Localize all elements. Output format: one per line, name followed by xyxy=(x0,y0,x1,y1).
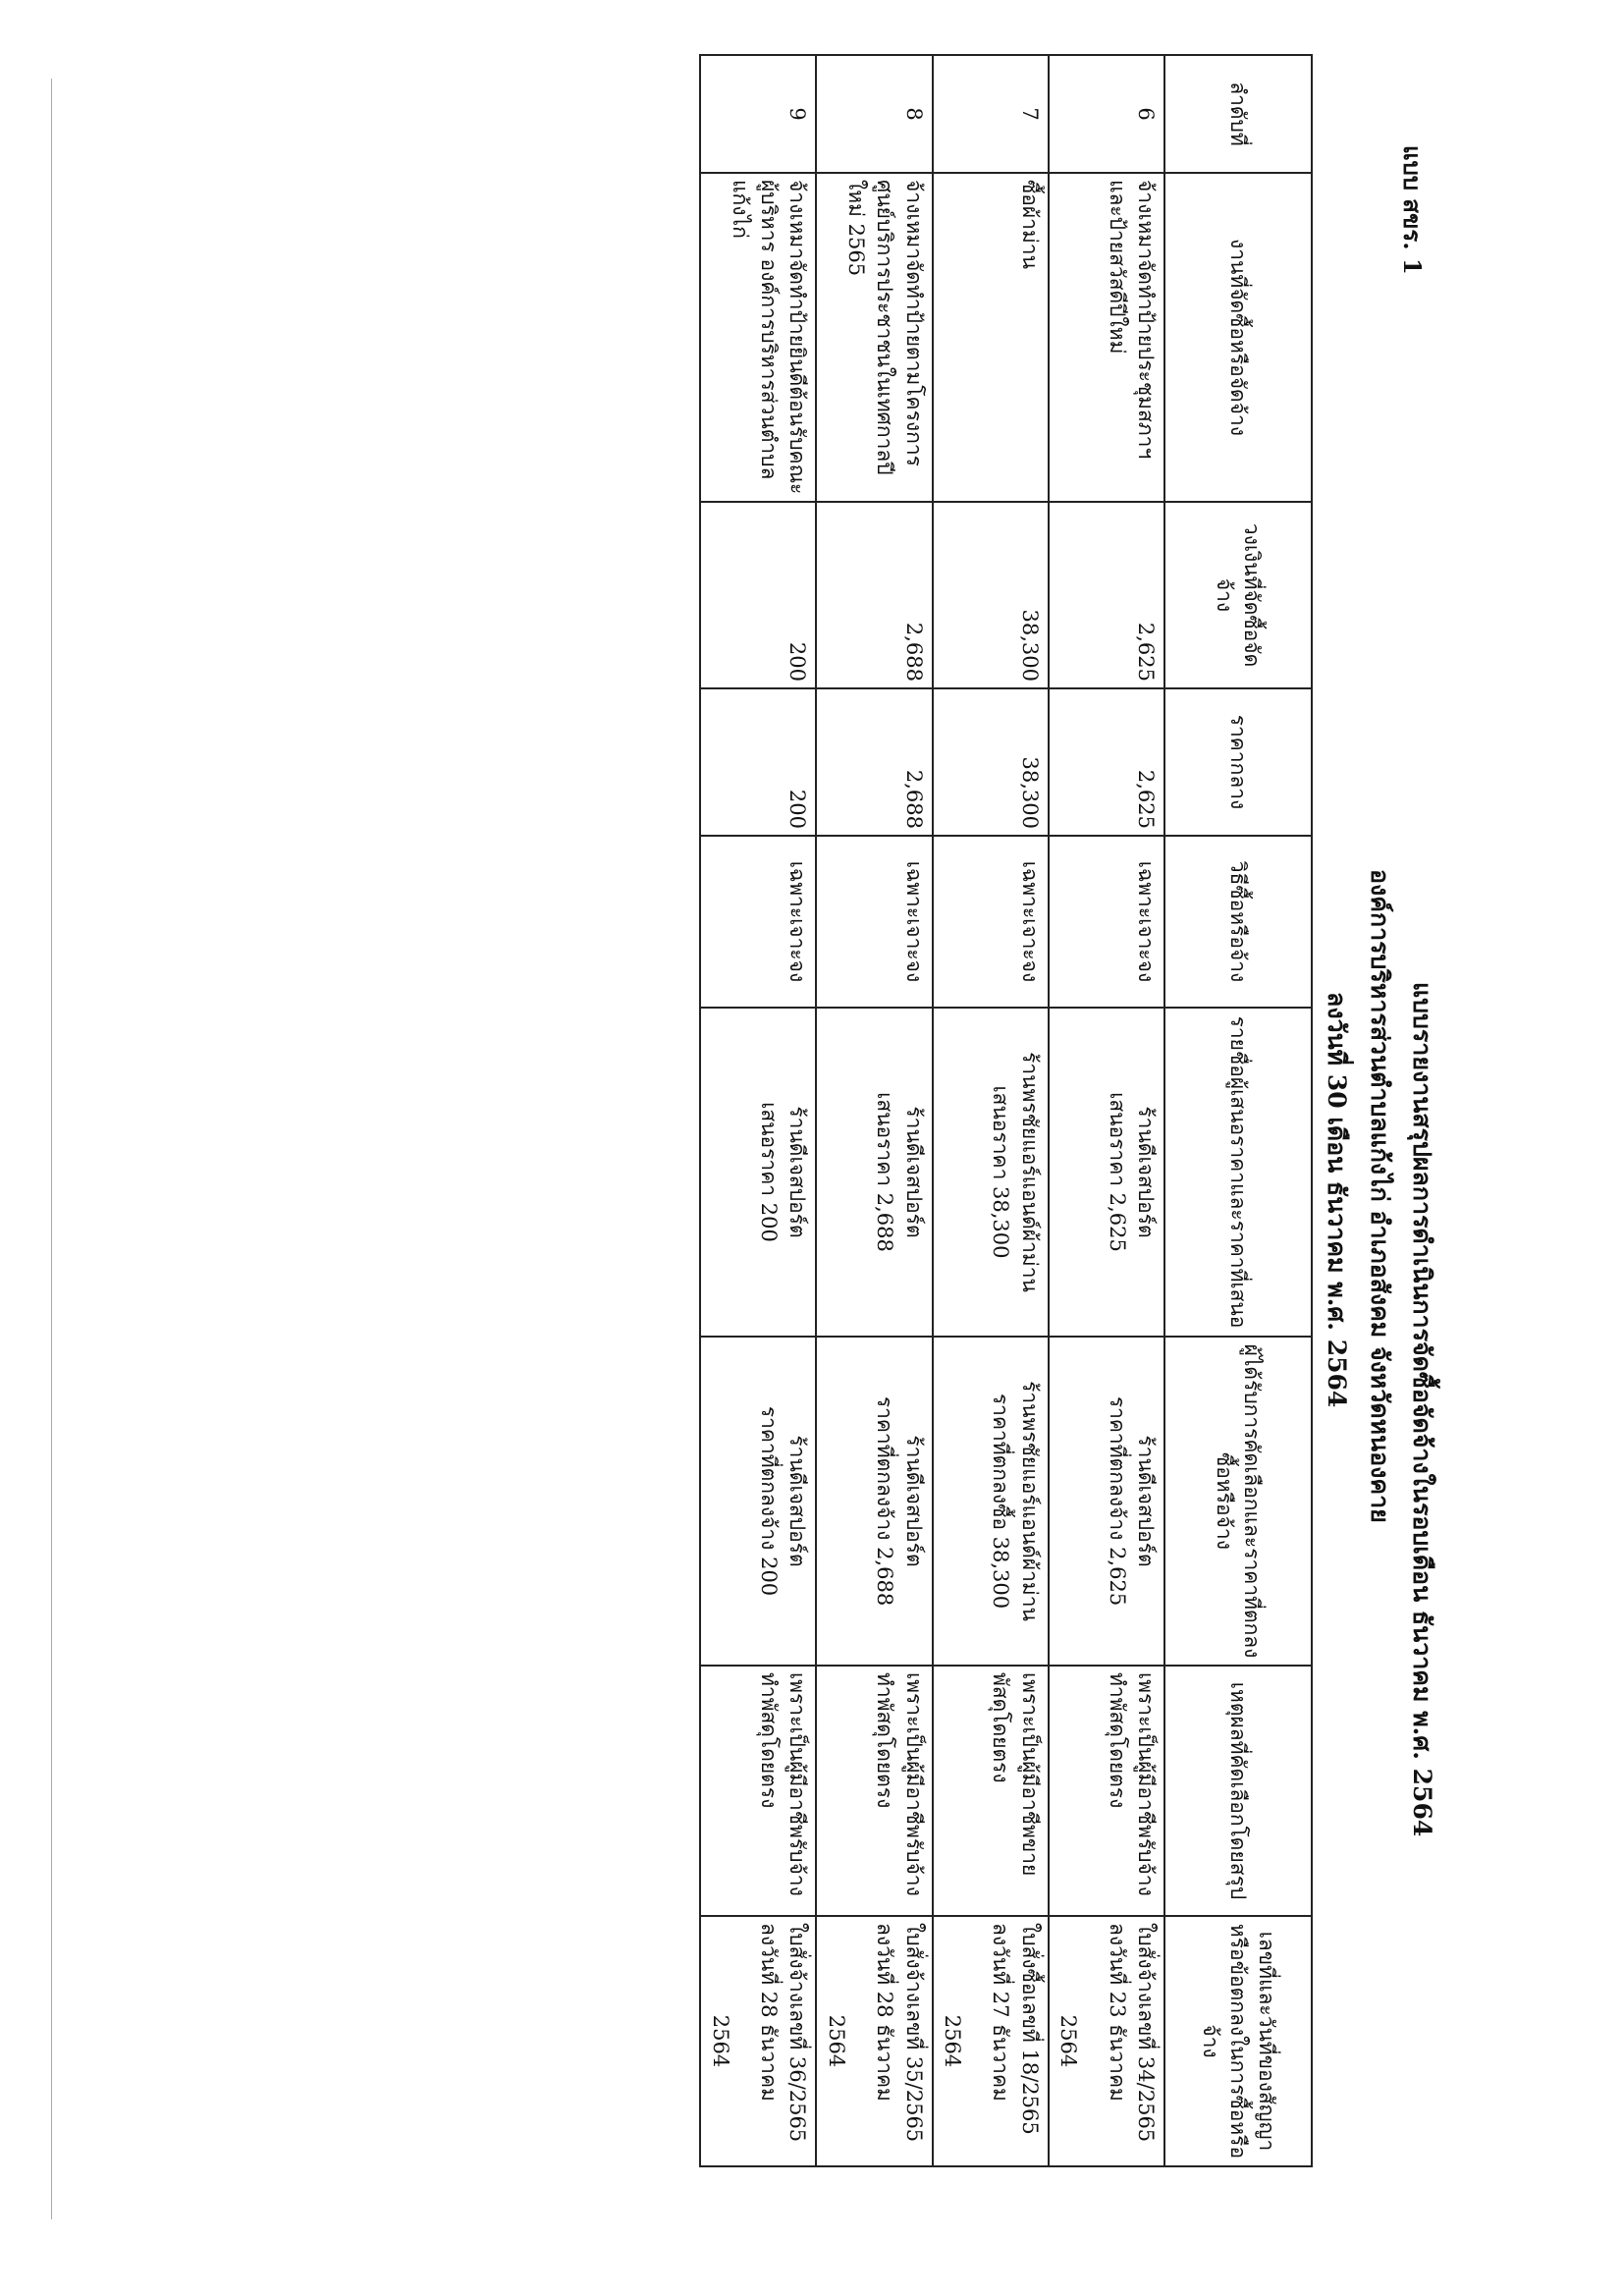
header-reason: เหตุผลที่คัดเลือกโดยสรุป xyxy=(1164,1666,1312,1916)
row-no: 9 xyxy=(700,55,816,173)
table-row xyxy=(700,55,816,2166)
winner-name: ร้านพรชัยแอร์แอนด์ผ้าม่าน xyxy=(1017,1381,1042,1621)
row-budget: 2,688 xyxy=(816,502,932,688)
row-no: 6 xyxy=(1049,55,1164,173)
row-contract xyxy=(1049,1916,1164,2166)
row-budget: 200 xyxy=(700,502,816,688)
row-winner xyxy=(700,1337,816,1666)
table-row xyxy=(933,55,1049,2166)
row-reason: เพราะเป็นผู้มีอาชีพรับจ้างทำพัสดุโดยตรง xyxy=(816,1666,932,1916)
row-median-price: 38,300 xyxy=(933,688,1049,836)
row-winner xyxy=(816,1337,932,1666)
table-row xyxy=(1049,55,1164,2166)
header-item: งานที่จัดซื้อหรือจัดจ้าง xyxy=(1164,173,1312,502)
row-winner xyxy=(933,1337,1049,1666)
contract-year: 2564 xyxy=(824,2014,848,2068)
contract-number: ใบสั่งจ้างเลขที่ 34/2565 ลงวันที่ 23 ธันวาคม xyxy=(1105,1923,1158,2143)
row-method: เฉพาะเจาะจง xyxy=(933,836,1049,1008)
row-contract xyxy=(700,1916,816,2166)
report-title: แบบรายงานสรุปผลการดำเนินการจัดซื้อจัดจ้างในรอบเดือน ธันวาคม พ.ศ. 2564 xyxy=(1408,982,1436,1837)
procurement-table xyxy=(699,54,1313,2167)
header-no: ลำดับที่ xyxy=(1164,55,1312,173)
row-winner xyxy=(1049,1337,1164,1666)
row-item: จ้างเหมาจัดทำป้ายประชุมสภาฯ และป้ายสวัสดีปีใหม่ xyxy=(1049,173,1164,502)
winner-price: ราคาที่ตกลงจ้าง 200 xyxy=(757,1405,782,1597)
table-header-row xyxy=(1164,55,1312,2166)
row-contract xyxy=(933,1916,1049,2166)
row-item: ซื้อผ้าม่าน xyxy=(933,173,1049,502)
organization-name: องค์การบริหารส่วนตำบลแก้งไก่ อำเภอสังคม จังหวัดหนองคาย xyxy=(1366,869,1394,1523)
row-item: จ้างเหมาจัดทำป้ายยินดีต้อนรับคณะผู้บริหาร องค์การบริหารส่วนตำบลแก้งไก่ xyxy=(700,173,816,502)
contract-year: 2564 xyxy=(941,2014,965,2068)
winner-name: ร้านดีเจสปอร์ต xyxy=(1134,1435,1158,1567)
bidder-name: ร้านพรชัยแอร์แอนด์ผ้าม่าน xyxy=(1017,1052,1042,1292)
row-reason: เพราะเป็นผู้มีอาชีพรับจ้างทำพัสดุโดยตรง xyxy=(700,1666,816,1916)
row-method: เฉพาะเจาะจง xyxy=(816,836,932,1008)
bidder-name: ร้านดีเจสปอร์ต xyxy=(785,1106,810,1238)
header-winner: ผู้ได้รับการคัดเลือกและราคาที่ตกลงซื้อหรือจ้าง xyxy=(1164,1337,1312,1666)
winner-price: ราคาที่ตกลงจ้าง 2,688 xyxy=(873,1395,897,1607)
contract-year: 2564 xyxy=(708,2014,732,2068)
contract-number: ใบสั่งจ้างเลขที่ 35/2565 ลงวันที่ 28 ธันวาคม xyxy=(873,1923,926,2143)
row-reason: เพราะเป็นผู้มีอาชีพรับจ้างทำพัสดุโดยตรง xyxy=(1049,1666,1164,1916)
header-method: วิธีซื้อหรือจ้าง xyxy=(1164,836,1312,1008)
row-median-price: 200 xyxy=(700,688,816,836)
winner-price: ราคาที่ตกลงจ้าง 2,625 xyxy=(1105,1395,1129,1607)
row-bidders xyxy=(1049,1008,1164,1337)
row-budget: 38,300 xyxy=(933,502,1049,688)
winner-name: ร้านดีเจสปอร์ต xyxy=(785,1435,810,1567)
row-contract xyxy=(816,1916,932,2166)
row-bidders xyxy=(933,1008,1049,1337)
row-bidders xyxy=(816,1008,932,1337)
bidder-name: ร้านดีเจสปอร์ต xyxy=(1134,1106,1158,1238)
winner-price: ราคาที่ตกลงซื้อ 38,300 xyxy=(989,1393,1013,1610)
bidder-price: เสนอราคา 38,300 xyxy=(989,1085,1013,1259)
form-code: แบบ สขร. 1 xyxy=(1398,145,1427,275)
header-median-price: ราคากลาง xyxy=(1164,688,1312,836)
row-budget: 2,625 xyxy=(1049,502,1164,688)
row-bidders xyxy=(700,1008,816,1337)
row-method: เฉพาะเจาะจง xyxy=(1049,836,1164,1008)
bidder-name: ร้านดีเจสปอร์ต xyxy=(901,1106,926,1238)
header-budget: วงเงินที่จัดซื้อจัดจ้าง xyxy=(1164,502,1312,688)
row-median-price: 2,688 xyxy=(816,688,932,836)
header-contract: เลขที่และวันที่ของสัญญาหรือข้อตกลงในการซื้อหรือจ้าง xyxy=(1164,1916,1312,2166)
table-row xyxy=(816,55,932,2166)
row-no: 7 xyxy=(933,55,1049,173)
contract-year: 2564 xyxy=(1056,2014,1081,2068)
contract-number: ใบสั่งซื้อเลขที่ 18/2565 ลงวันที่ 27 ธันวาคม xyxy=(989,1923,1042,2135)
winner-name: ร้านดีเจสปอร์ต xyxy=(901,1435,926,1567)
scan-edge-line xyxy=(51,79,52,2219)
bidder-price: เสนอราคา 200 xyxy=(757,1102,782,1242)
report-date: ลงวันที่ 30 เดือน ธันวาคม พ.ศ. 2564 xyxy=(1323,992,1351,1408)
row-item: จ้างเหมาจัดทำป้ายตามโครงการศูนย์บริการประชาชนในเทศกาลปีใหม่ 2565 xyxy=(816,173,932,502)
bidder-price: เสนอราคา 2,688 xyxy=(873,1092,897,1252)
contract-number: ใบสั่งจ้างเลขที่ 36/2565 ลงวันที่ 28 ธันวาคม xyxy=(757,1923,810,2143)
row-reason: เพราะเป็นผู้มีอาชีพขายพัสดุโดยตรง xyxy=(933,1666,1049,1916)
header-bidders: รายชื่อผู้เสนอราคาและราคาที่เสนอ xyxy=(1164,1008,1312,1337)
row-median-price: 2,625 xyxy=(1049,688,1164,836)
row-no: 8 xyxy=(816,55,932,173)
bidder-price: เสนอราคา 2,625 xyxy=(1105,1092,1129,1252)
row-method: เฉพาะเจาะจง xyxy=(700,836,816,1008)
